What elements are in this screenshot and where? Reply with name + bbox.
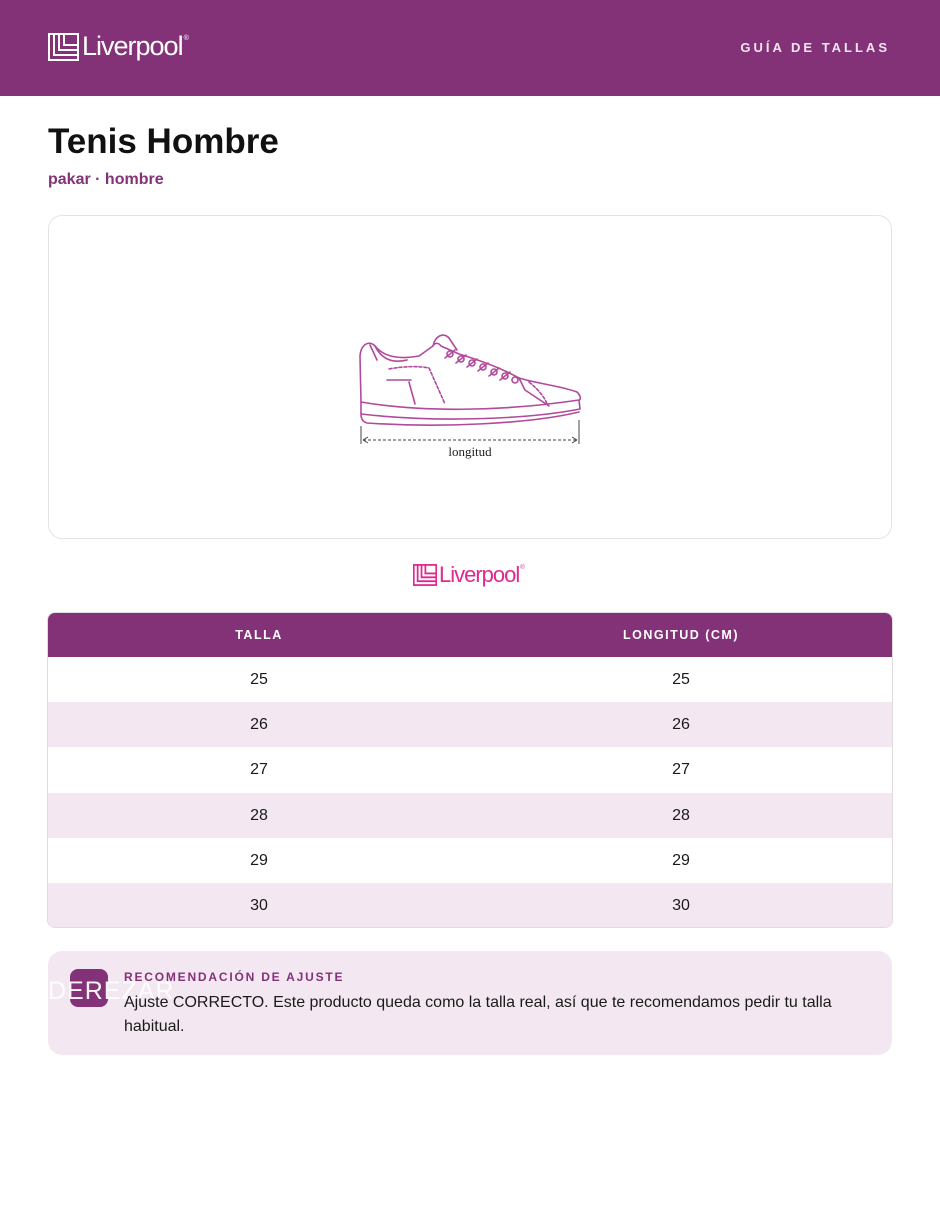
- column-header-length: LONGITUD (CM): [622, 628, 739, 642]
- size-cell: 30: [250, 896, 268, 914]
- watermark-text: DEREZAR: [48, 977, 175, 1005]
- size-table: [47, 612, 893, 928]
- registered-mark: ®: [520, 565, 525, 571]
- table-row: [48, 793, 892, 838]
- length-cell: 30: [672, 896, 690, 914]
- size-cell: 25: [250, 671, 268, 688]
- brand-name: Liverpool: [439, 562, 520, 587]
- table-row: [48, 838, 892, 883]
- page-subtitle: pakar · hombre: [48, 171, 164, 188]
- table-row: [48, 747, 892, 792]
- length-cell: 27: [672, 761, 690, 779]
- size-guide-link[interactable]: GUÍA DE TALLAS: [740, 40, 890, 55]
- shoe-illustration: [349, 316, 589, 476]
- recommendation-text: Ajuste CORRECTO. Este producto queda como la talla real, así que te recomendamos pedir tu talla habitual.: [124, 994, 832, 1035]
- size-cell: 26: [250, 716, 268, 734]
- column-header-size: TALLA: [235, 628, 283, 642]
- length-cell: 28: [672, 806, 690, 824]
- recommendation-label: RECOMENDACIÓN DE AJUSTE: [124, 970, 345, 984]
- table-header: [48, 613, 892, 657]
- length-cell: 25: [672, 671, 690, 688]
- size-cell: 29: [250, 851, 268, 869]
- liverpool-logo-secondary: [413, 562, 525, 588]
- top-header: [0, 0, 940, 96]
- size-cell: 27: [250, 761, 268, 779]
- liverpool-logo[interactable]: [48, 31, 189, 62]
- liverpool-logo-icon: [413, 564, 437, 586]
- measure-label: longitud: [448, 444, 492, 459]
- table-row: [48, 702, 892, 747]
- page-title: Tenis Hombre: [48, 122, 279, 161]
- table-row: [48, 657, 892, 702]
- length-cell: 29: [672, 851, 690, 869]
- liverpool-logo-icon: [48, 33, 79, 61]
- size-cell: 28: [250, 806, 268, 824]
- table-row: [48, 883, 892, 928]
- fit-recommendation: [48, 951, 892, 1055]
- brand-name: Liverpool: [82, 31, 183, 61]
- shoe-measurement-card: [48, 215, 892, 539]
- length-cell: 26: [672, 716, 690, 734]
- registered-mark: ®: [183, 35, 189, 42]
